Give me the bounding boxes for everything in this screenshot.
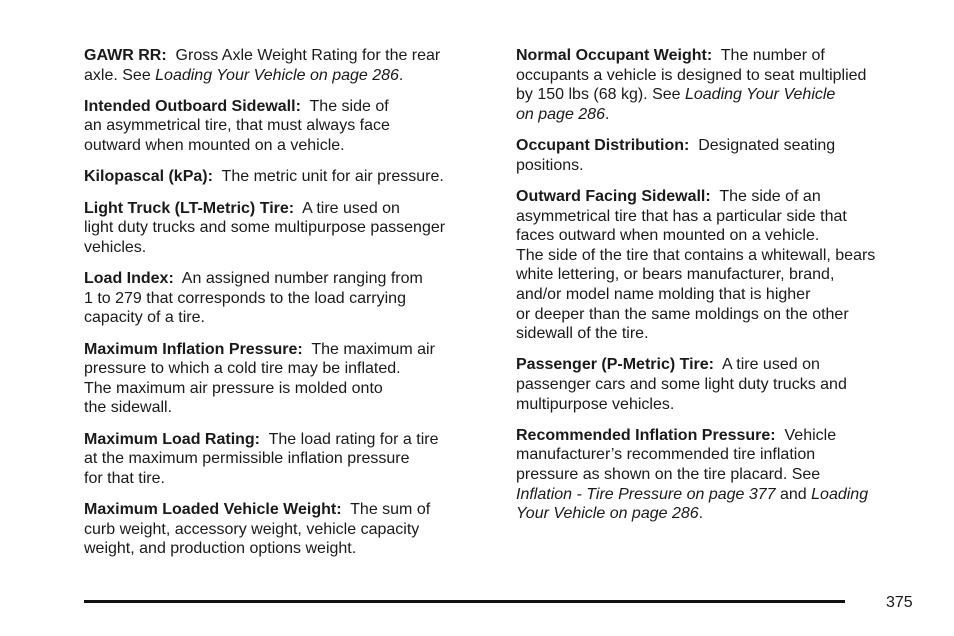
entry-line	[516, 156, 926, 176]
entry-text: sidewall of the tire.	[516, 325, 649, 343]
entry-line	[84, 66, 494, 86]
entry-line	[84, 116, 494, 136]
entry-line	[84, 398, 494, 418]
entry-text: an asymmetrical tire, that must always face	[84, 117, 390, 135]
entry-text: The side of the tire that contains a whitewall, bears	[516, 246, 876, 264]
entry-text: occupants a vehicle is designed to seat multiplied	[516, 66, 867, 84]
glossary-entry	[516, 46, 926, 124]
cross-reference: Loading Your Vehicle on page 286	[155, 66, 399, 84]
entry-definition: Designated seating	[698, 137, 836, 155]
glossary-entry	[84, 199, 494, 258]
right-column	[516, 46, 926, 536]
entry-term: Passenger (P-Metric) Tire:	[516, 356, 714, 374]
entry-line	[516, 375, 926, 395]
entry-line	[84, 97, 494, 117]
entry-line	[84, 449, 494, 469]
glossary-entry	[84, 500, 494, 559]
entry-definition: The number of	[720, 47, 825, 64]
cross-reference: Loading	[811, 485, 869, 503]
entry-term: Maximum Load Rating:	[84, 430, 261, 448]
entry-line	[84, 520, 494, 540]
entry-text: pressure as shown on the tire placard. See	[516, 466, 821, 484]
entry-line	[516, 85, 926, 105]
entry-line	[84, 430, 494, 450]
entry-term: Kilopascal (kPa):	[84, 168, 213, 186]
entry-text: by 150 lbs (68 kg). See	[516, 86, 685, 104]
entry-line	[84, 308, 494, 328]
glossary-entry	[516, 187, 926, 344]
entry-line	[516, 465, 926, 485]
entry-text: or deeper than the same moldings on the other	[516, 305, 849, 323]
cross-reference: Your Vehicle on page 286	[516, 505, 699, 523]
entry-definition: Vehicle	[784, 426, 837, 444]
entry-term: GAWR RR:	[84, 47, 167, 64]
entry-line	[516, 46, 926, 66]
entry-text: outward when mounted on a vehicle.	[84, 137, 345, 155]
footer-rule	[84, 600, 845, 603]
entry-line	[516, 445, 926, 465]
entry-line	[84, 238, 494, 258]
entry-line	[516, 265, 926, 285]
entry-line	[516, 355, 926, 375]
entry-text: manufacturer’s recommended tire inflation	[516, 446, 816, 464]
entry-text: vehicles.	[84, 238, 147, 256]
cross-reference: on page 286	[516, 105, 605, 123]
entry-text: multipurpose vehicles.	[516, 395, 675, 413]
entry-definition: An assigned number ranging from	[181, 270, 423, 288]
entry-text: the sidewall.	[84, 399, 173, 417]
entry-text: asymmetrical tire that has a particular side that	[516, 207, 847, 225]
entry-text: at the maximum permissible inflation pressure	[84, 450, 410, 468]
entry-line	[516, 485, 926, 505]
entry-definition: The sum of	[350, 501, 431, 519]
entry-definition: The side of	[309, 97, 389, 115]
entry-line	[84, 46, 494, 66]
entry-line	[84, 218, 494, 238]
entry-text: pressure to which a cold tire may be inflated.	[84, 360, 401, 378]
entry-text: faces outward when mounted on a vehicle.	[516, 227, 820, 245]
entry-text: light duty trucks and some multipurpose passenger	[84, 219, 446, 237]
entry-text: The maximum air pressure is molded onto	[84, 379, 383, 397]
entry-text: and	[775, 485, 812, 503]
glossary-entry	[84, 269, 494, 328]
entry-line	[84, 500, 494, 520]
entry-definition: Gross Axle Weight Rating for the rear	[175, 47, 441, 64]
entry-text: weight, and production options weight.	[84, 540, 357, 558]
entry-definition: The maximum air	[311, 340, 435, 358]
entry-line	[516, 187, 926, 207]
entry-term: Maximum Inflation Pressure:	[84, 340, 303, 358]
entry-text: curb weight, accessory weight, vehicle capacity	[84, 520, 420, 538]
left-column	[84, 46, 494, 571]
entry-line	[84, 539, 494, 559]
entry-text: .	[604, 105, 610, 123]
entry-line	[84, 199, 494, 219]
entry-line	[84, 359, 494, 379]
entry-text: for that tire.	[84, 469, 165, 487]
entry-line	[84, 340, 494, 360]
entry-text: positions.	[516, 156, 584, 174]
entry-line	[84, 269, 494, 289]
entry-line	[516, 285, 926, 305]
entry-text: 1 to 279 that corresponds to the load carrying	[84, 289, 406, 307]
entry-term: Light Truck (LT-Metric) Tire:	[84, 199, 295, 217]
entry-definition: A tire used on	[302, 199, 400, 217]
entry-term: Outward Facing Sidewall:	[516, 187, 711, 205]
glossary-entry	[84, 97, 494, 156]
entry-line	[516, 207, 926, 227]
entry-text: white lettering, or bears manufacturer, brand,	[516, 266, 835, 284]
entry-definition: The load rating for a tire	[268, 430, 439, 448]
entry-line	[84, 469, 494, 489]
entry-line	[84, 289, 494, 309]
entry-text: passenger cars and some light duty trucks and	[516, 375, 847, 393]
entry-line	[84, 136, 494, 156]
entry-text: axle. See	[84, 66, 156, 84]
cross-reference: Loading Your Vehicle	[684, 86, 836, 104]
entry-definition: The metric unit for air pressure.	[221, 168, 444, 186]
entry-line	[516, 324, 926, 344]
glossary-entry	[516, 136, 926, 175]
entry-term: Maximum Loaded Vehicle Weight:	[84, 501, 342, 519]
entry-text: .	[698, 505, 704, 523]
entry-line	[516, 395, 926, 415]
entry-line	[516, 226, 926, 246]
entry-term: Occupant Distribution:	[516, 137, 690, 155]
page-number: 375	[886, 594, 913, 611]
entry-line	[516, 136, 926, 156]
entry-text: capacity of a tire.	[84, 309, 205, 327]
entry-line	[516, 305, 926, 325]
entry-line	[84, 379, 494, 399]
entry-line	[516, 246, 926, 266]
entry-text: .	[398, 66, 404, 84]
glossary-entry	[84, 167, 494, 187]
glossary-entry	[84, 430, 494, 489]
entry-text: and/or model name molding that is higher	[516, 285, 811, 303]
entry-term: Load Index:	[84, 270, 174, 288]
glossary-entry	[84, 46, 494, 85]
entry-line	[516, 426, 926, 446]
entry-line	[516, 66, 926, 86]
cross-reference: Inflation - Tire Pressure on page 377	[516, 485, 776, 503]
entry-line	[516, 504, 926, 524]
glossary-entry	[84, 340, 494, 418]
glossary-entry	[516, 355, 926, 414]
entry-line	[84, 167, 494, 187]
entry-definition: The side of an	[719, 187, 821, 205]
entry-line	[516, 105, 926, 125]
entry-term: Recommended Inflation Pressure:	[516, 426, 776, 444]
entry-definition: A tire used on	[722, 356, 820, 374]
glossary-entry	[516, 426, 926, 524]
entry-term: Intended Outboard Sidewall:	[84, 97, 301, 115]
entry-term: Normal Occupant Weight:	[516, 47, 713, 64]
